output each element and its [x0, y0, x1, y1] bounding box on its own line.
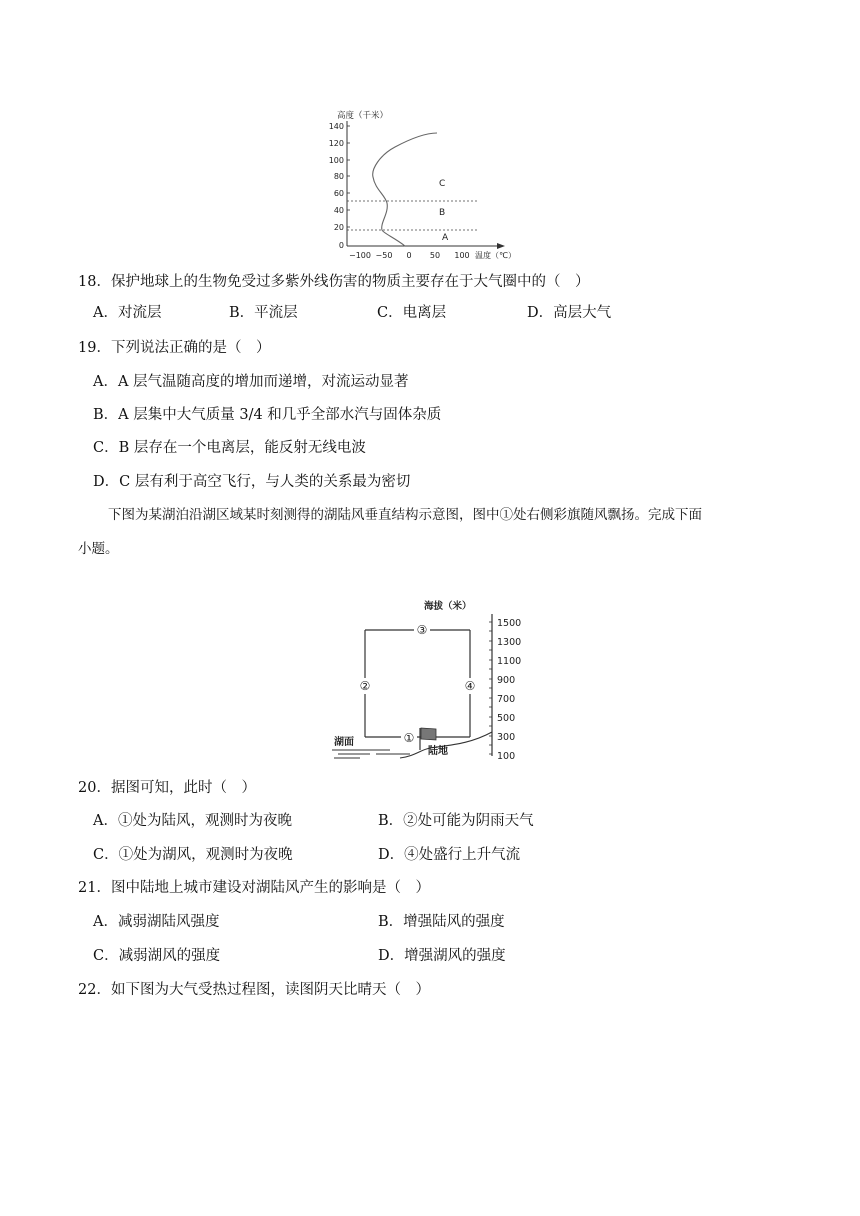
question-19-stem: 19．下列说法正确的是（ ）	[78, 340, 271, 356]
fig1-x-tick: −50	[375, 251, 393, 260]
fig1-y-tick: 120	[328, 139, 344, 148]
lake-surface-label: 湖面	[334, 737, 354, 748]
q19-option-d: D．C 层有利于高空飞行，与人类的关系最为密切	[93, 474, 411, 490]
q18-option-b: B．平流层	[229, 305, 298, 321]
fig2-tick: 1100	[497, 656, 522, 667]
fig1-y-tick: 0	[338, 241, 344, 250]
q18-option-c: C．电离层	[377, 305, 447, 321]
q21-option-d: D．增强湖风的强度	[378, 948, 506, 964]
circle-label-4: ④	[464, 679, 476, 693]
question-22-stem: 22．如下图为大气受热过程图，读图阴天比晴天（ ）	[78, 982, 430, 998]
layer-label-c: C	[439, 179, 446, 189]
atmosphere-temperature-figure	[325, 105, 533, 263]
question-21-stem: 21．图中陆地上城市建设对湖陆风产生的影响是（ ）	[78, 880, 430, 896]
q19-option-c: C．B 层存在一个电离层，能反射无线电波	[93, 440, 366, 456]
fig2-tick: 900	[497, 675, 516, 686]
q18-option-a: A．对流层	[93, 305, 162, 321]
q20-option-b: B．②处可能为阴雨天气	[378, 813, 534, 829]
intro-line-1: 下图为某湖泊沿湖区域某时刻测得的湖陆风垂直结构示意图，图中①处右侧彩旗随风飘扬。完成下面	[108, 507, 702, 523]
fig2-tick: 100	[497, 751, 516, 760]
fig2-tick: 1300	[497, 637, 522, 648]
fig1-x-tick: −100	[349, 251, 371, 260]
q20-option-a: A．①处为陆风，观测时为夜晚	[93, 813, 292, 829]
circle-label-3: ③	[416, 623, 428, 637]
q18-option-d: D．高层大气	[527, 305, 612, 321]
lake-land-breeze-figure	[330, 592, 530, 760]
fig1-y-tick: 60	[333, 189, 344, 198]
fig2-tick: 300	[497, 732, 516, 743]
q21-option-c: C．减弱湖风的强度	[93, 948, 221, 964]
layer-label-b: B	[439, 208, 446, 218]
question-18-stem: 18．保护地球上的生物免受过多紫外线伤害的物质主要存在于大气圈中的（ ）	[78, 274, 590, 290]
q19-option-a: A．A 层气温随高度的增加而递增，对流运动显著	[93, 374, 409, 390]
fig2-tick: 500	[497, 713, 516, 724]
fig1-x-tick: 50	[429, 251, 441, 260]
intro-line-2: 小题。	[78, 541, 119, 557]
question-20-stem: 20．据图可知，此时（ ）	[78, 780, 256, 796]
q21-option-a: A．减弱湖陆风强度	[93, 914, 220, 930]
q21-option-b: B．增强陆风的强度	[378, 914, 505, 930]
circle-label-2: ②	[359, 679, 371, 693]
fig1-y-tick: 20	[333, 223, 344, 232]
circle-label-1: ①	[403, 731, 415, 745]
fig1-y-tick: 80	[333, 172, 344, 181]
fig1-y-tick: 40	[333, 206, 344, 215]
q20-option-c: C．①处为湖风，观测时为夜晚	[93, 847, 293, 863]
q19-option-b: B．A 层集中大气质量 3/4 和几乎全部水汽与固体杂质	[93, 407, 442, 423]
fig1-x-tick: 0	[406, 251, 412, 260]
fig1-x-axis-title: 温度（℃）	[475, 251, 516, 260]
fig2-tick: 1500	[497, 618, 522, 629]
fig1-x-tick: 100	[454, 251, 470, 260]
fig2-axis-title: 海拔（米）	[424, 601, 472, 612]
fig1-y-axis-title: 高度（千米）	[337, 111, 389, 121]
layer-label-a: A	[442, 233, 449, 243]
fig1-y-tick: 140	[328, 122, 344, 131]
fig2-tick: 700	[497, 694, 516, 705]
q20-option-d: D．④处盛行上升气流	[378, 847, 521, 863]
land-label: 陆地	[428, 746, 448, 757]
fig1-y-tick: 100	[328, 156, 344, 165]
